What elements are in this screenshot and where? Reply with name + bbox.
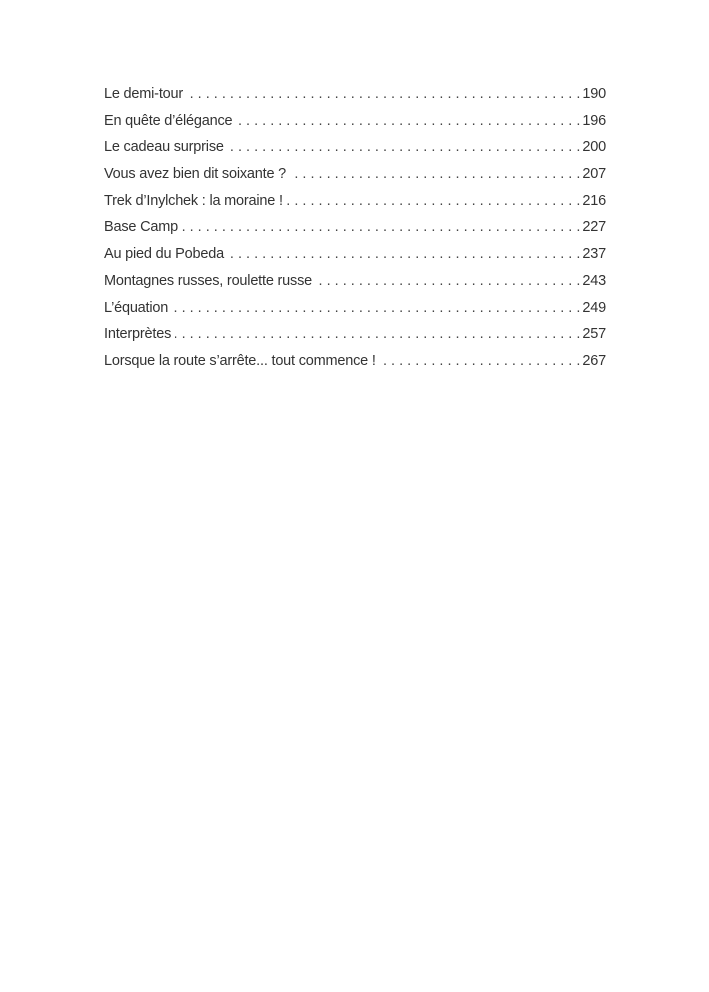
toc-entry-title: Lorsque la route s’arrête... tout commence !	[104, 351, 380, 371]
dot-leader	[290, 164, 580, 184]
toc-entry	[104, 324, 606, 351]
toc-entry-page-number: 190	[582, 86, 606, 102]
toc-entry-page-number: 216	[582, 192, 606, 209]
toc-entry	[104, 84, 606, 111]
toc-entry-page-number: 267	[582, 352, 606, 369]
toc-entry-page-number: 243	[582, 272, 606, 289]
dot-leader	[182, 217, 580, 237]
dot-leader	[380, 351, 581, 371]
toc-entry	[104, 217, 606, 244]
dot-leader	[228, 244, 580, 264]
toc-entry	[104, 111, 606, 138]
dot-leader	[287, 191, 581, 211]
toc-entry-title: Trek d’Inylchek : la moraine !	[104, 191, 287, 211]
toc-entry	[104, 271, 606, 298]
toc-entry-title: Montagnes russes, roulette russe	[104, 271, 316, 291]
toc-entry	[104, 298, 606, 325]
toc-entry-title: Base Camp	[104, 217, 182, 237]
toc-entry-title: Au pied du Pobeda	[104, 244, 228, 264]
dot-leader	[228, 137, 581, 157]
toc-entry-page-number: 196	[582, 112, 606, 129]
toc-entry-page-number: 257	[582, 326, 606, 343]
toc-entry	[104, 191, 606, 218]
dot-leader	[175, 324, 580, 344]
toc-entry-title: L’équation	[104, 298, 172, 318]
toc-entry-page-number: 249	[582, 299, 606, 316]
toc-entry	[104, 244, 606, 271]
table-of-contents	[104, 84, 606, 378]
toc-entry-page-number: 237	[582, 246, 606, 263]
dot-leader	[187, 84, 580, 104]
toc-entry-page-number: 207	[582, 166, 606, 183]
toc-entry	[104, 164, 606, 191]
dot-leader	[172, 298, 580, 318]
toc-entry-title: Interprètes	[104, 324, 175, 344]
toc-entry-title: Le cadeau surprise	[104, 137, 228, 157]
dot-leader	[316, 271, 580, 291]
toc-entry	[104, 137, 606, 164]
toc-entry-title: En quête d’élégance	[104, 111, 236, 131]
toc-entry-title: Le demi-tour	[104, 84, 187, 104]
toc-entry	[104, 351, 606, 378]
dot-leader	[236, 111, 580, 131]
toc-entry-page-number: 227	[582, 219, 606, 236]
toc-entry-page-number: 200	[582, 139, 606, 156]
toc-entry-title: Vous avez bien dit soixante ?	[104, 164, 290, 184]
